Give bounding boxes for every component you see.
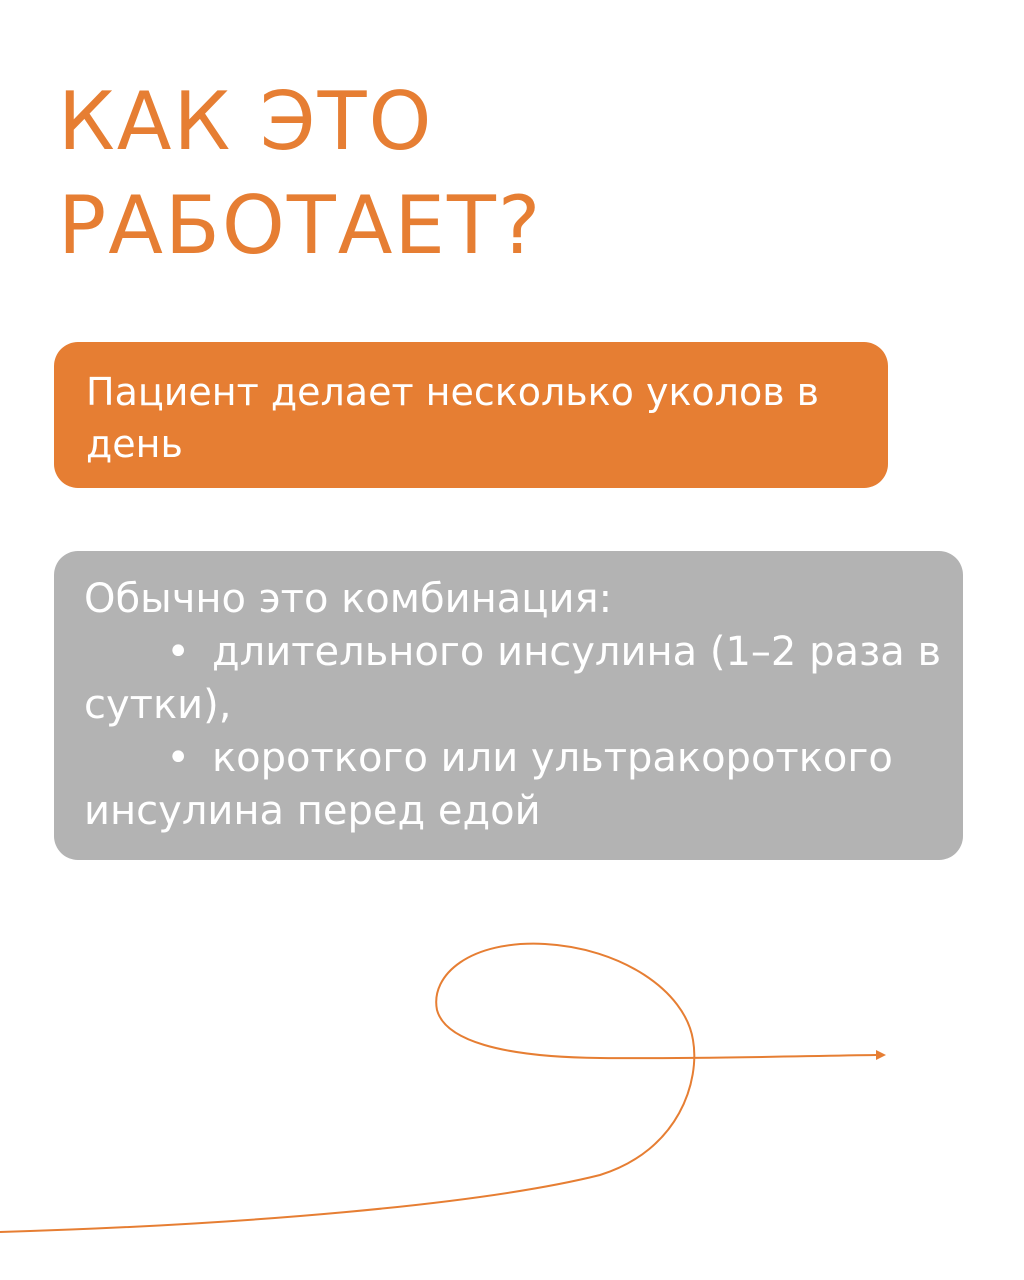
list-item-text: длительного инсулина (1–2 раза в сутки),: [84, 629, 942, 728]
bullet-icon: •: [166, 735, 190, 781]
decorative-loop-line: [0, 944, 876, 1232]
arrowhead-icon: [876, 1050, 886, 1060]
bullet-icon: •: [166, 629, 190, 675]
highlight-card-text: Пациент делает несколько уколов в день: [86, 370, 820, 466]
page-title-line-2: РАБОТАЕТ?: [58, 179, 543, 272]
page-title-line-1: КАК ЭТО: [58, 75, 434, 168]
list-item-text: короткого или ультракороткого инсулина перед едой: [84, 735, 893, 834]
info-card-intro: Обычно это комбинация:: [84, 576, 613, 622]
